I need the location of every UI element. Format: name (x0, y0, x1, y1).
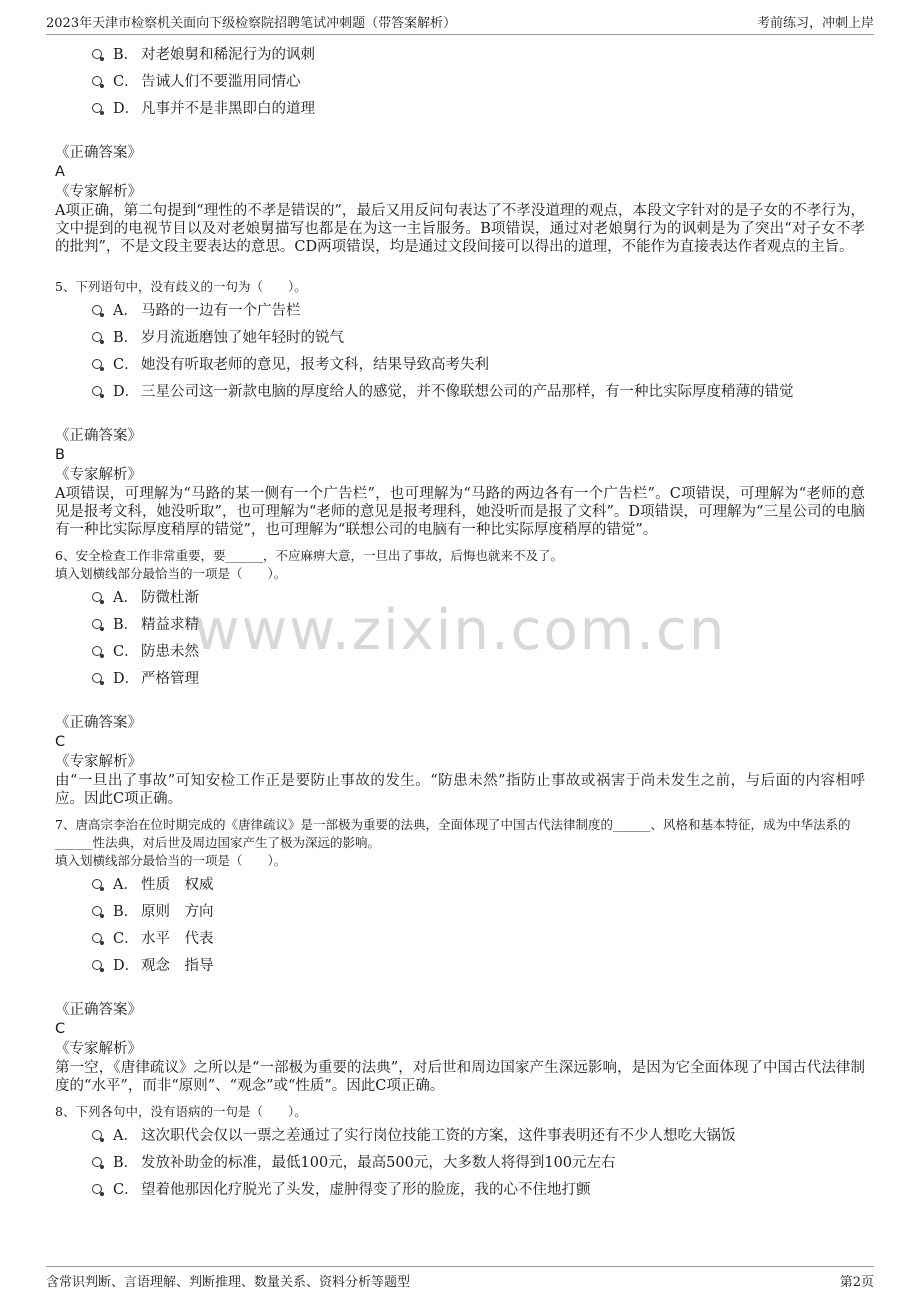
option-d[interactable]: D． 观念 指导 (55, 951, 865, 978)
analysis-text: A项错误，可理解为“马路的某一侧有一个广告栏”，也可理解为“马路的两边各有一个广告栏”。C项错误，可理解为“老师的意见是报考文科，她没听取”，也可理解为“老师的意见是报考理科，她没听而是报了文科”。D项错误，可理解为“三星公司的电脑有一种比实际厚度稍厚的错觉”，也可理解为“联想公司的电脑有一种比实际厚度稍厚的错觉”。 (55, 486, 865, 538)
question-6 (55, 547, 865, 808)
radio-button[interactable] (92, 933, 102, 943)
answer-value: A (55, 164, 65, 180)
analysis-label: 《专家解析》 (55, 184, 142, 200)
option-b[interactable]: B． 发放补助金的标准，最低100元，最高500元，大多数人将得到100元左右 (55, 1148, 865, 1175)
page-footer (46, 1266, 874, 1293)
question-text: 6、安全检查工作非常重要，要______，不应麻痹大意，一旦出了事故，后悔也就来不及了。 (55, 548, 563, 563)
answer-value: C (55, 734, 66, 750)
option-c[interactable]: C． 望着他那因化疗脱光了头发，虚肿得变了形的脸庞，我的心不住地打颤 (55, 1175, 865, 1202)
radio-button[interactable] (92, 1184, 102, 1194)
option-a[interactable]: A． 马路的一边有一个广告栏 (55, 296, 865, 323)
answer-label: 《正确答案》 (55, 715, 142, 731)
radio-button[interactable] (92, 386, 102, 396)
analysis-label: 《专家解析》 (55, 467, 142, 483)
answer-label: 《正确答案》 (55, 428, 142, 444)
answer-value: C (55, 1021, 66, 1037)
question-8 (55, 1103, 865, 1202)
option-d[interactable]: D． 严格管理 (55, 664, 865, 691)
option-c[interactable]: C． 防患未然 (55, 637, 865, 664)
answer-label: 《正确答案》 (55, 145, 142, 161)
footer-note: 含常识判断、言语理解、判断推理、数量关系、资料分析等题型 (46, 1274, 411, 1290)
question-instruction: 填入划横线部分最恰当的一项是（ ）。 (55, 566, 287, 581)
radio-button[interactable] (92, 906, 102, 916)
radio-button[interactable] (92, 646, 102, 656)
radio-button[interactable] (92, 359, 102, 369)
page-number: 第2页 (839, 1274, 874, 1290)
option-d[interactable]: D． 三星公司这一新款电脑的厚度给人的感觉，并不像联想公司的产品那样，有一种比实际厚度稍薄的错觉 (55, 377, 865, 404)
page-content (55, 40, 865, 1202)
header-slogan: 考前练习，冲刺上岸 (756, 15, 874, 31)
answer-value: B (55, 447, 65, 463)
header-title: 2023年天津市检察机关面向下级检察院招聘笔试冲刺题（带答案解析） (46, 15, 457, 31)
radio-button[interactable] (92, 103, 102, 113)
option-a[interactable]: A． 性质 权威 (55, 870, 865, 897)
option-c[interactable]: C． 水平 代表 (55, 924, 865, 951)
analysis-text: A项正确，第二句提到“理性的不孝是错误的”，最后又用反问句表达了不孝没道理的观点，本段文字针对的是子女的不孝行为，文中提到的电视节目以及对老娘舅描写也都是在为这一主旨服务。B项错误，通过对老娘舅行为的讽刺是为了突出“对子女不孝的批判”，不是文段主要表达的意思。CD两项错误，均是通过文段间接可以得出的道理，不能作为直接表达作者观点的主旨。 (55, 203, 865, 255)
radio-button[interactable] (92, 332, 102, 342)
option-a[interactable]: A． 这次职代会仅以一票之差通过了实行岗位技能工资的方案，这件事表明还有不少人想吃大锅饭 (55, 1121, 865, 1148)
option-c[interactable]: C． 她没有听取老师的意见，报考文科，结果导致高考失利 (55, 350, 865, 377)
option-b[interactable]: B． 对老娘舅和稀泥行为的讽刺 (55, 40, 865, 67)
option-c[interactable]: C． 告诫人们不要滥用同情心 (55, 67, 865, 94)
option-d[interactable]: D． 凡事并不是非黑即白的道理 (55, 94, 865, 121)
radio-button[interactable] (92, 879, 102, 889)
question-text: 5、下列语句中，没有歧义的一句为（ ）。 (55, 279, 307, 294)
radio-button[interactable] (92, 592, 102, 602)
question-4 (55, 40, 865, 256)
radio-button[interactable] (92, 1130, 102, 1140)
answer-label: 《正确答案》 (55, 1002, 142, 1018)
question-text: 8、下列各句中，没有语病的一句是（ ）。 (55, 1104, 307, 1119)
option-b[interactable]: B． 原则 方向 (55, 897, 865, 924)
option-a[interactable]: A． 防微杜渐 (55, 583, 865, 610)
radio-button[interactable] (92, 1157, 102, 1167)
analysis-label: 《专家解析》 (55, 754, 142, 770)
radio-button[interactable] (92, 960, 102, 970)
radio-button[interactable] (92, 673, 102, 683)
option-b[interactable]: B． 岁月流逝磨蚀了她年轻时的锐气 (55, 323, 865, 350)
analysis-text: 第一空，《唐律疏议》之所以是“一部极为重要的法典”，对后世和周边国家产生深远影响，是因为它全面体现了中国古代法律制度的“水平”，而非“原则”、“观念”或“性质”。因此C项正确。 (55, 1060, 865, 1094)
question-text: 7、唐高宗李治在位时期完成的《唐律疏议》是一部极为重要的法典，全面体现了中国古代法律制度的______、风格和基本特征，成为中华法系的______性法典，对后世及周边国家产生了极为深远的影响。 (55, 817, 851, 850)
radio-button[interactable] (92, 49, 102, 59)
question-instruction: 填入划横线部分最恰当的一项是（ ）。 (55, 853, 287, 868)
analysis-text: 由“一旦出了事故”可知安检工作正是要防止事故的发生。“防患未然”指防止事故或祸害于尚未发生之前，与后面的内容相呼应。因此C项正确。 (55, 773, 865, 807)
page-header (46, 8, 874, 35)
analysis-label: 《专家解析》 (55, 1041, 142, 1057)
radio-button[interactable] (92, 76, 102, 86)
watermark: www.zixin.com.cn (193, 598, 727, 663)
radio-button[interactable] (92, 619, 102, 629)
question-5 (55, 278, 865, 539)
radio-button[interactable] (92, 305, 102, 315)
question-7 (55, 816, 865, 1095)
option-b[interactable]: B． 精益求精 (55, 610, 865, 637)
